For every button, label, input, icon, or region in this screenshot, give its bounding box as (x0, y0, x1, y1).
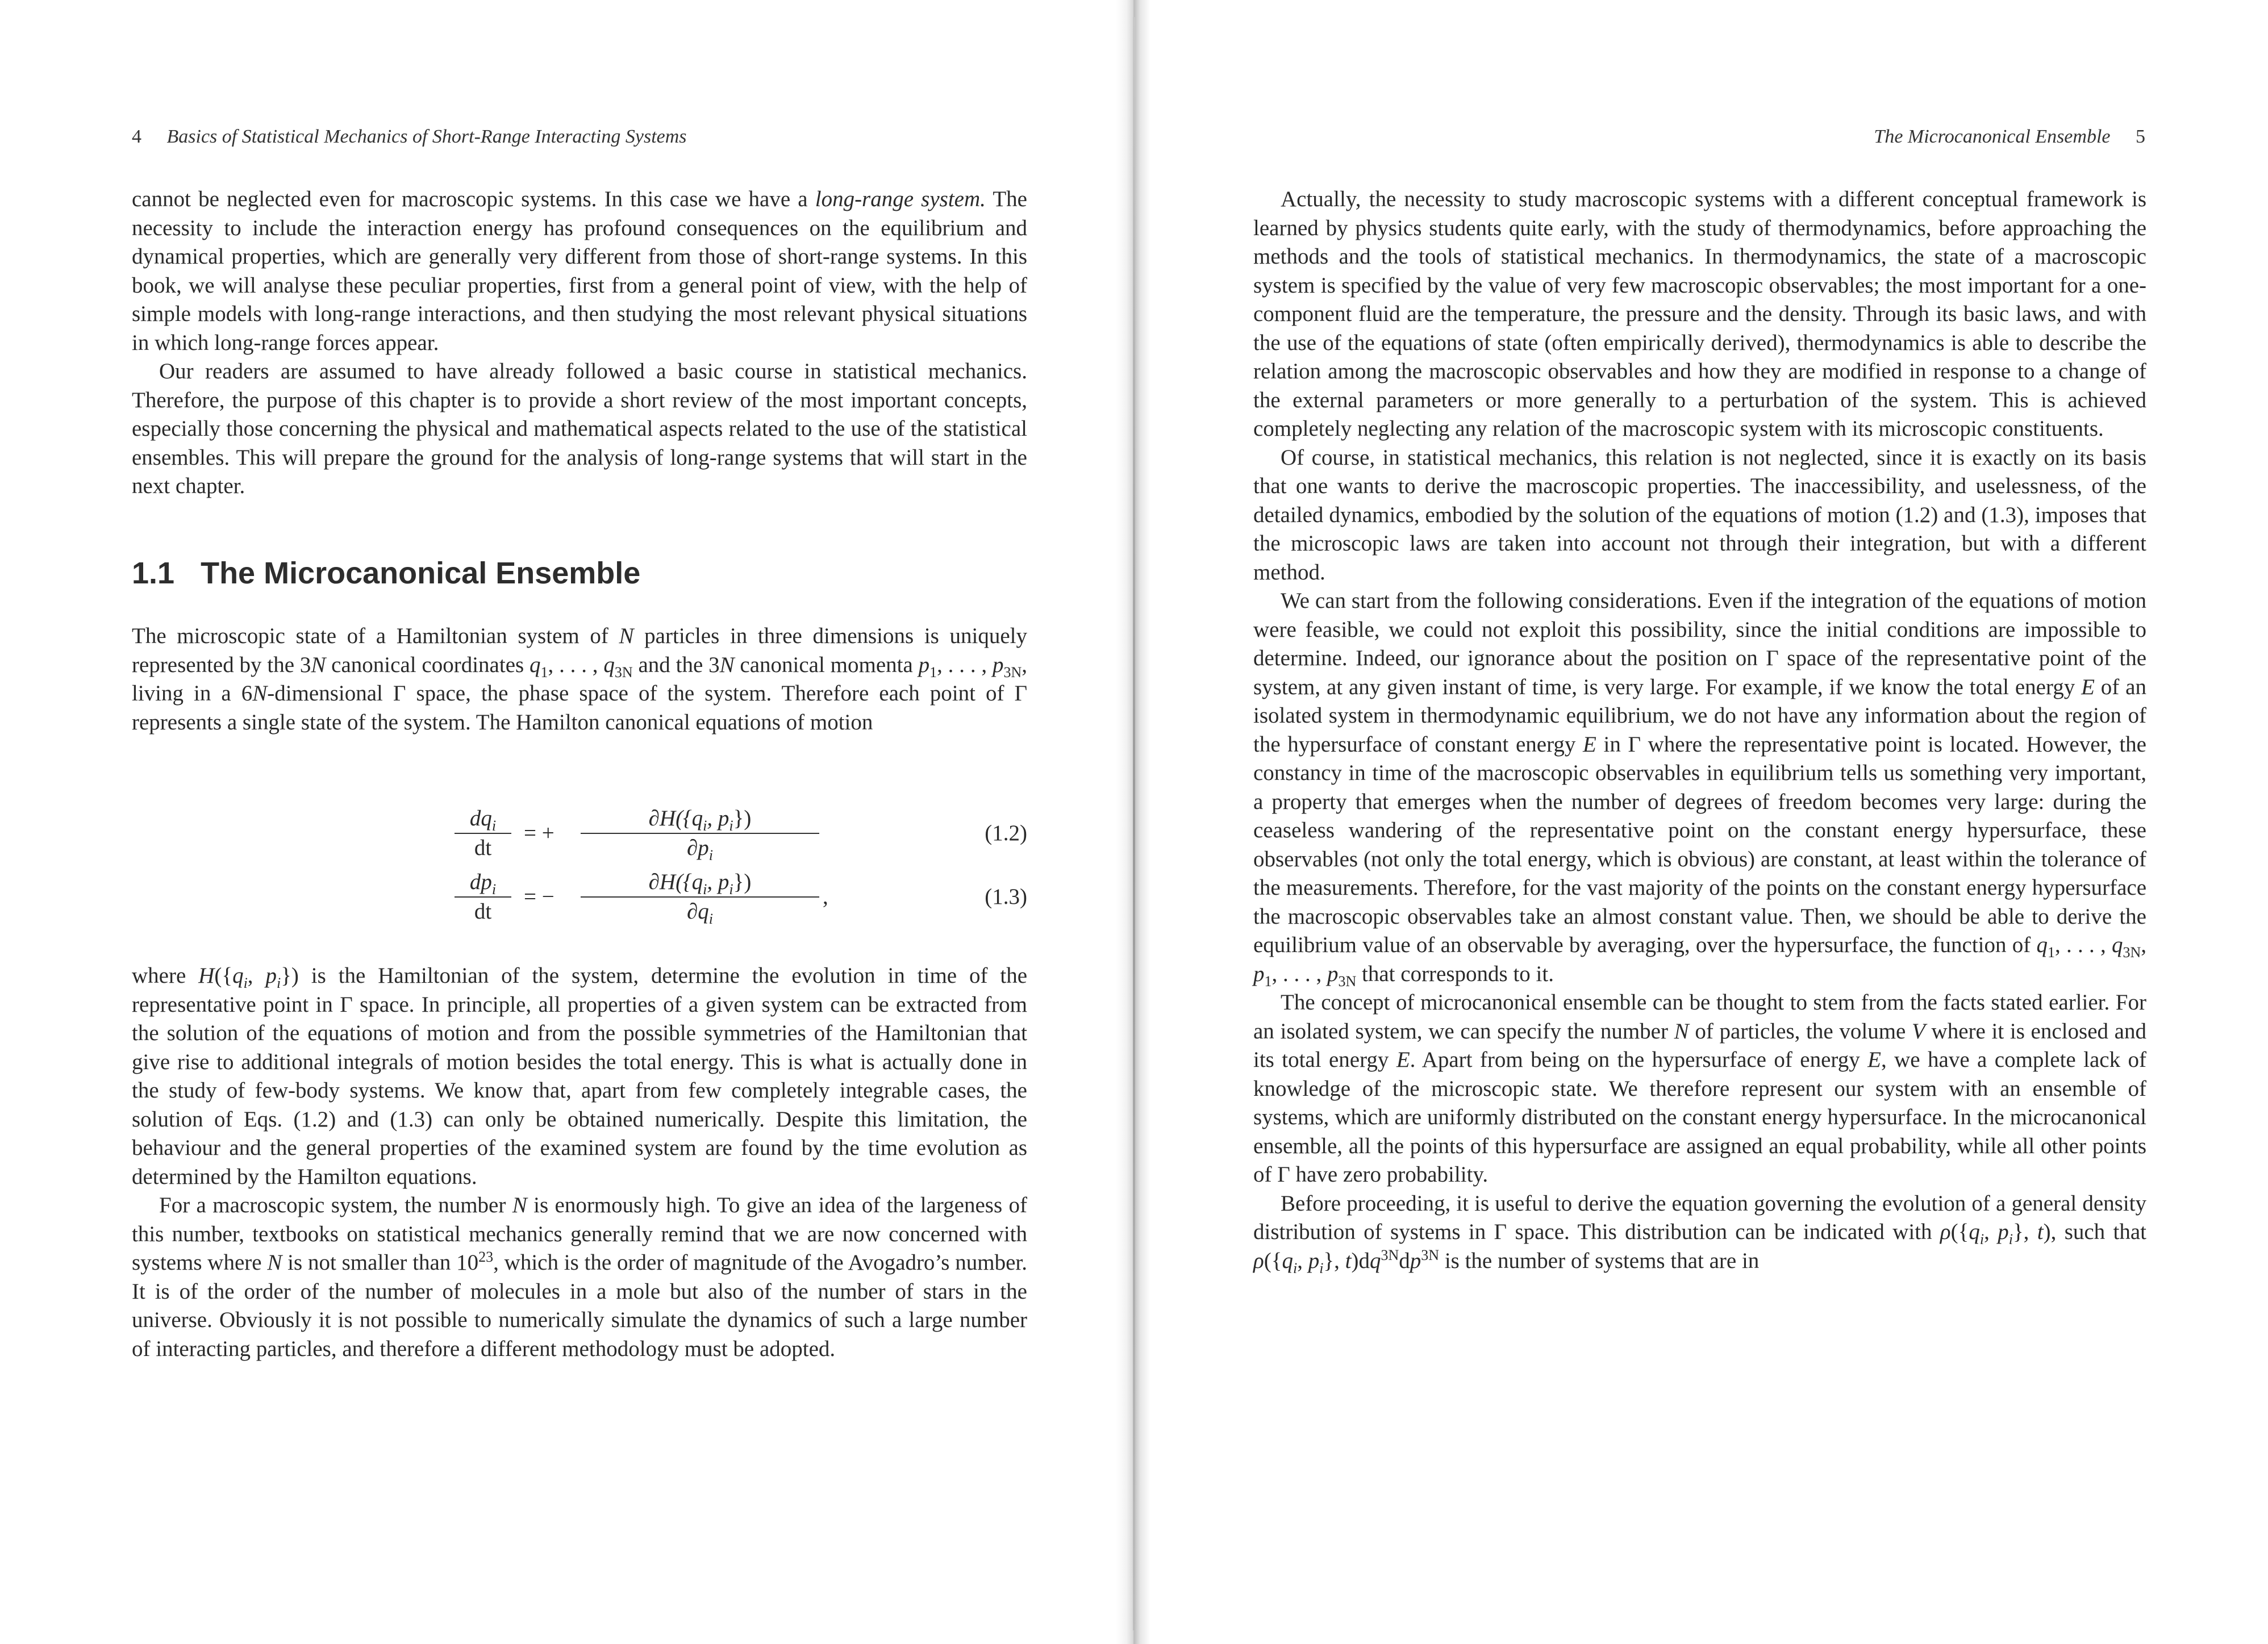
paragraph: where $H(\{q_i$, $p_i$}) is the Hamiltonian of the system, determine the evolution in time of the representative point in Γ space. In principle, all properties of a given system can be extracted from the solution of the equations of motion and from the possible symmetries of the Hamiltonian that give rise to additional integrals of motion besides the total energy. This is what is actually done in the study of few-body systems. We know that, apart from few completely integrable cases, the solution of Eqs. (1.2) and (1.3) can only be obtained numerically. Despite this limitation, the behaviour and the general properties of the examined system are found by the time evolution as determined by the Hamilton equations. (132, 963, 1028, 1189)
body-text (1253, 185, 2146, 1275)
paragraph: Before proceeding, it is useful to derive the equation governing the evolution of a general density distribution of systems in Γ space. This distribution can be indicated with $\rho(\{q_i$, $p_i$}, t), such that $\rho(\{q_i$, $p_i$}, $t)dq^{3N}dp^{3N}$ is the number of systems that are in (1253, 1191, 2147, 1276)
running-title: Basics of Statistical Mechanics of Short-Range Interacting Systems (166, 126, 687, 147)
left-page-header (132, 126, 1029, 148)
paragraph: We can start from the following considerations. Even if the integration of the equations of motion were feasible, we could not exploit this possibility, since the initial conditions are impossible to determine. Indeed, our ignorance about the position on Γ space of the representative point of the system, at any given instant of time, is very large. For example, if we know the total energy E of an isolated system in thermodynamic equilibrium, we do not have any information about the region of the hypersurface of constant energy E in Γ where the representative point is located. However, the constancy in time of the macroscopic observables in equilibrium tells us something very important, a property that emerges when the number of degrees of freedom becomes very large: during the ceaseless wandering of the representative point on the constant energy hypersurface, these observables (not only the total energy, which is obvious) are constant, at least within the tolerance of the measurements. Therefore, for the vast majority of the points on the constant energy hypersurface the macroscopic observables take an almost constant value. Then, we should be able to derive the equilibrium value of an observable by averaging, over the hypersurface, the function of $q_1$, . . . , $q_{3N}$, $p_1$, . . . , $p_{3N}$ that corresponds to it. (1253, 589, 2146, 990)
paragraph: Our readers are assumed to have already followed a basic course in statistical mechanics. Therefore, the purpose of this chapter is to provide a short review of the most important concepts, especially those concerning the physical and mathematical aspects related to the use of the statistical ensembles. This will prepare the ground for the analysis of long-range systems that will start in the next chapter. (132, 359, 1027, 498)
equation-1-3: $dp_i$ dt = − $\partial H(\{q_i$, $p_i$}) $\partial q_i$ , (1.3) (132, 869, 1027, 937)
eq-rhs: $\partial H(\{q_i$, $p_i$}) $\partial p_i$ (581, 806, 819, 861)
right-page-header (1253, 126, 2145, 148)
paragraph: For a macroscopic system, the number N is enormously high. To give an idea of the largeness of this number, textbooks on statistical mechanics generally remind that we are now concerned with systems where N is not smaller than $10^{23}$, which is the order of magnitude of the Avogadro’s number. It is of the order of the number of molecules in a mole but also of the number of stars in the universe. Obviously it is not possible to numerically simulate the dynamics of such a large number of interacting particles, and therefore a different methodology must be adopted. (132, 1193, 1027, 1361)
eq-rhs: $\partial H(\{q_i$, $p_i$}) $\partial q_i$ (581, 869, 819, 925)
equation-number: (1.3) (985, 884, 1027, 909)
paragraph: Of course, in statistical mechanics, this relation is not neglected, since it is exactly on its basis that one wants to derive the macroscopic properties. The inaccessibility, and uselessness, of the detailed dynamics, embodied by the solution of the equations of motion (1.2) and (1.3), imposes that the microscopic laws are taken into account not through their integration, but with a different method. (1253, 445, 2146, 585)
section-heading (132, 556, 640, 591)
right-page (1131, 0, 2268, 1644)
section-number: 1.1 (132, 556, 175, 590)
equation-number: (1.2) (985, 821, 1027, 845)
paragraph: cannot be neglected even for macroscopic systems. In this case we have a long-range system. The necessity to include the interaction energy has profound consequences on the equilibrium and dynamical properties, which are generally very different from those of short-range systems. In this book, we will analyse these peculiar properties, first from a general point of view, with the help of simple models with long-range interactions, and then studying the most relevant physical situations in which long-range forces appear. (132, 187, 1027, 355)
running-title: The Microcanonical Ensemble (1874, 126, 2111, 147)
body-text (132, 962, 1027, 1363)
eq-operator: = − (524, 884, 555, 909)
section-title: The Microcanonical Ensemble (201, 556, 641, 590)
eq-lhs: $dq_i$ dt (455, 806, 511, 861)
equation-1-2 (132, 806, 1027, 874)
eq-lhs: $dp_i$ dt (455, 869, 511, 925)
eq-operator: = + (524, 821, 555, 845)
paragraph: Actually, the necessity to study macroscopic systems with a different conceptual framework is learned by physics students quite early, with the study of thermodynamics, before approaching the methods and the tools of statistical mechanics. In thermodynamics, the state of a macroscopic system is specified by the value of very few macroscopic observables; the most important for a one-component fluid are the temperature, the pressure and the density. Through its basic laws, and with the use of the equations of state (often empirically derived), thermodynamics is able to describe the relation among the macroscopic observables and how they are modified in response to a change of the external parameters or more generally to a perturbation of the system. This is achieved completely neglecting any relation of the macroscopic system with its microscopic constituents. (1253, 187, 2146, 441)
paragraph: The microscopic state of a Hamiltonian system of N particles in three dimensions is uniquely represented by the 3N canonical coordinates $q_1$, . . . , $q_{3N}$ and the 3N canonical momenta $p_1$, . . . , $p_{3N}$, living in a 6N-dimensional Γ space, the phase space of the system. Therefore each point of Γ represents a single state of the system. The Hamilton canonical equations of motion (132, 624, 1027, 735)
paragraph: The concept of microcanonical ensemble can be thought to stem from the facts stated earlier. For an isolated system, we can specify the number N of particles, the volume V where it is enclosed and its total energy E. Apart from being on the hypersurface of energy E, we have a complete lack of knowledge of the microscopic state. We therefore represent our system with an ensemble of systems, which are uniformly distributed on the constant energy hypersurface. In the microcanonical ensemble, all the points of this hypersurface are assigned an equal probability, while all other points of Γ have zero probability. (1253, 990, 2146, 1187)
page-number: 5 (2136, 126, 2145, 147)
intro-text (132, 185, 1027, 501)
section-intro-text (132, 622, 1027, 737)
page-number: 4 (132, 126, 141, 147)
left-page (0, 0, 1131, 1644)
